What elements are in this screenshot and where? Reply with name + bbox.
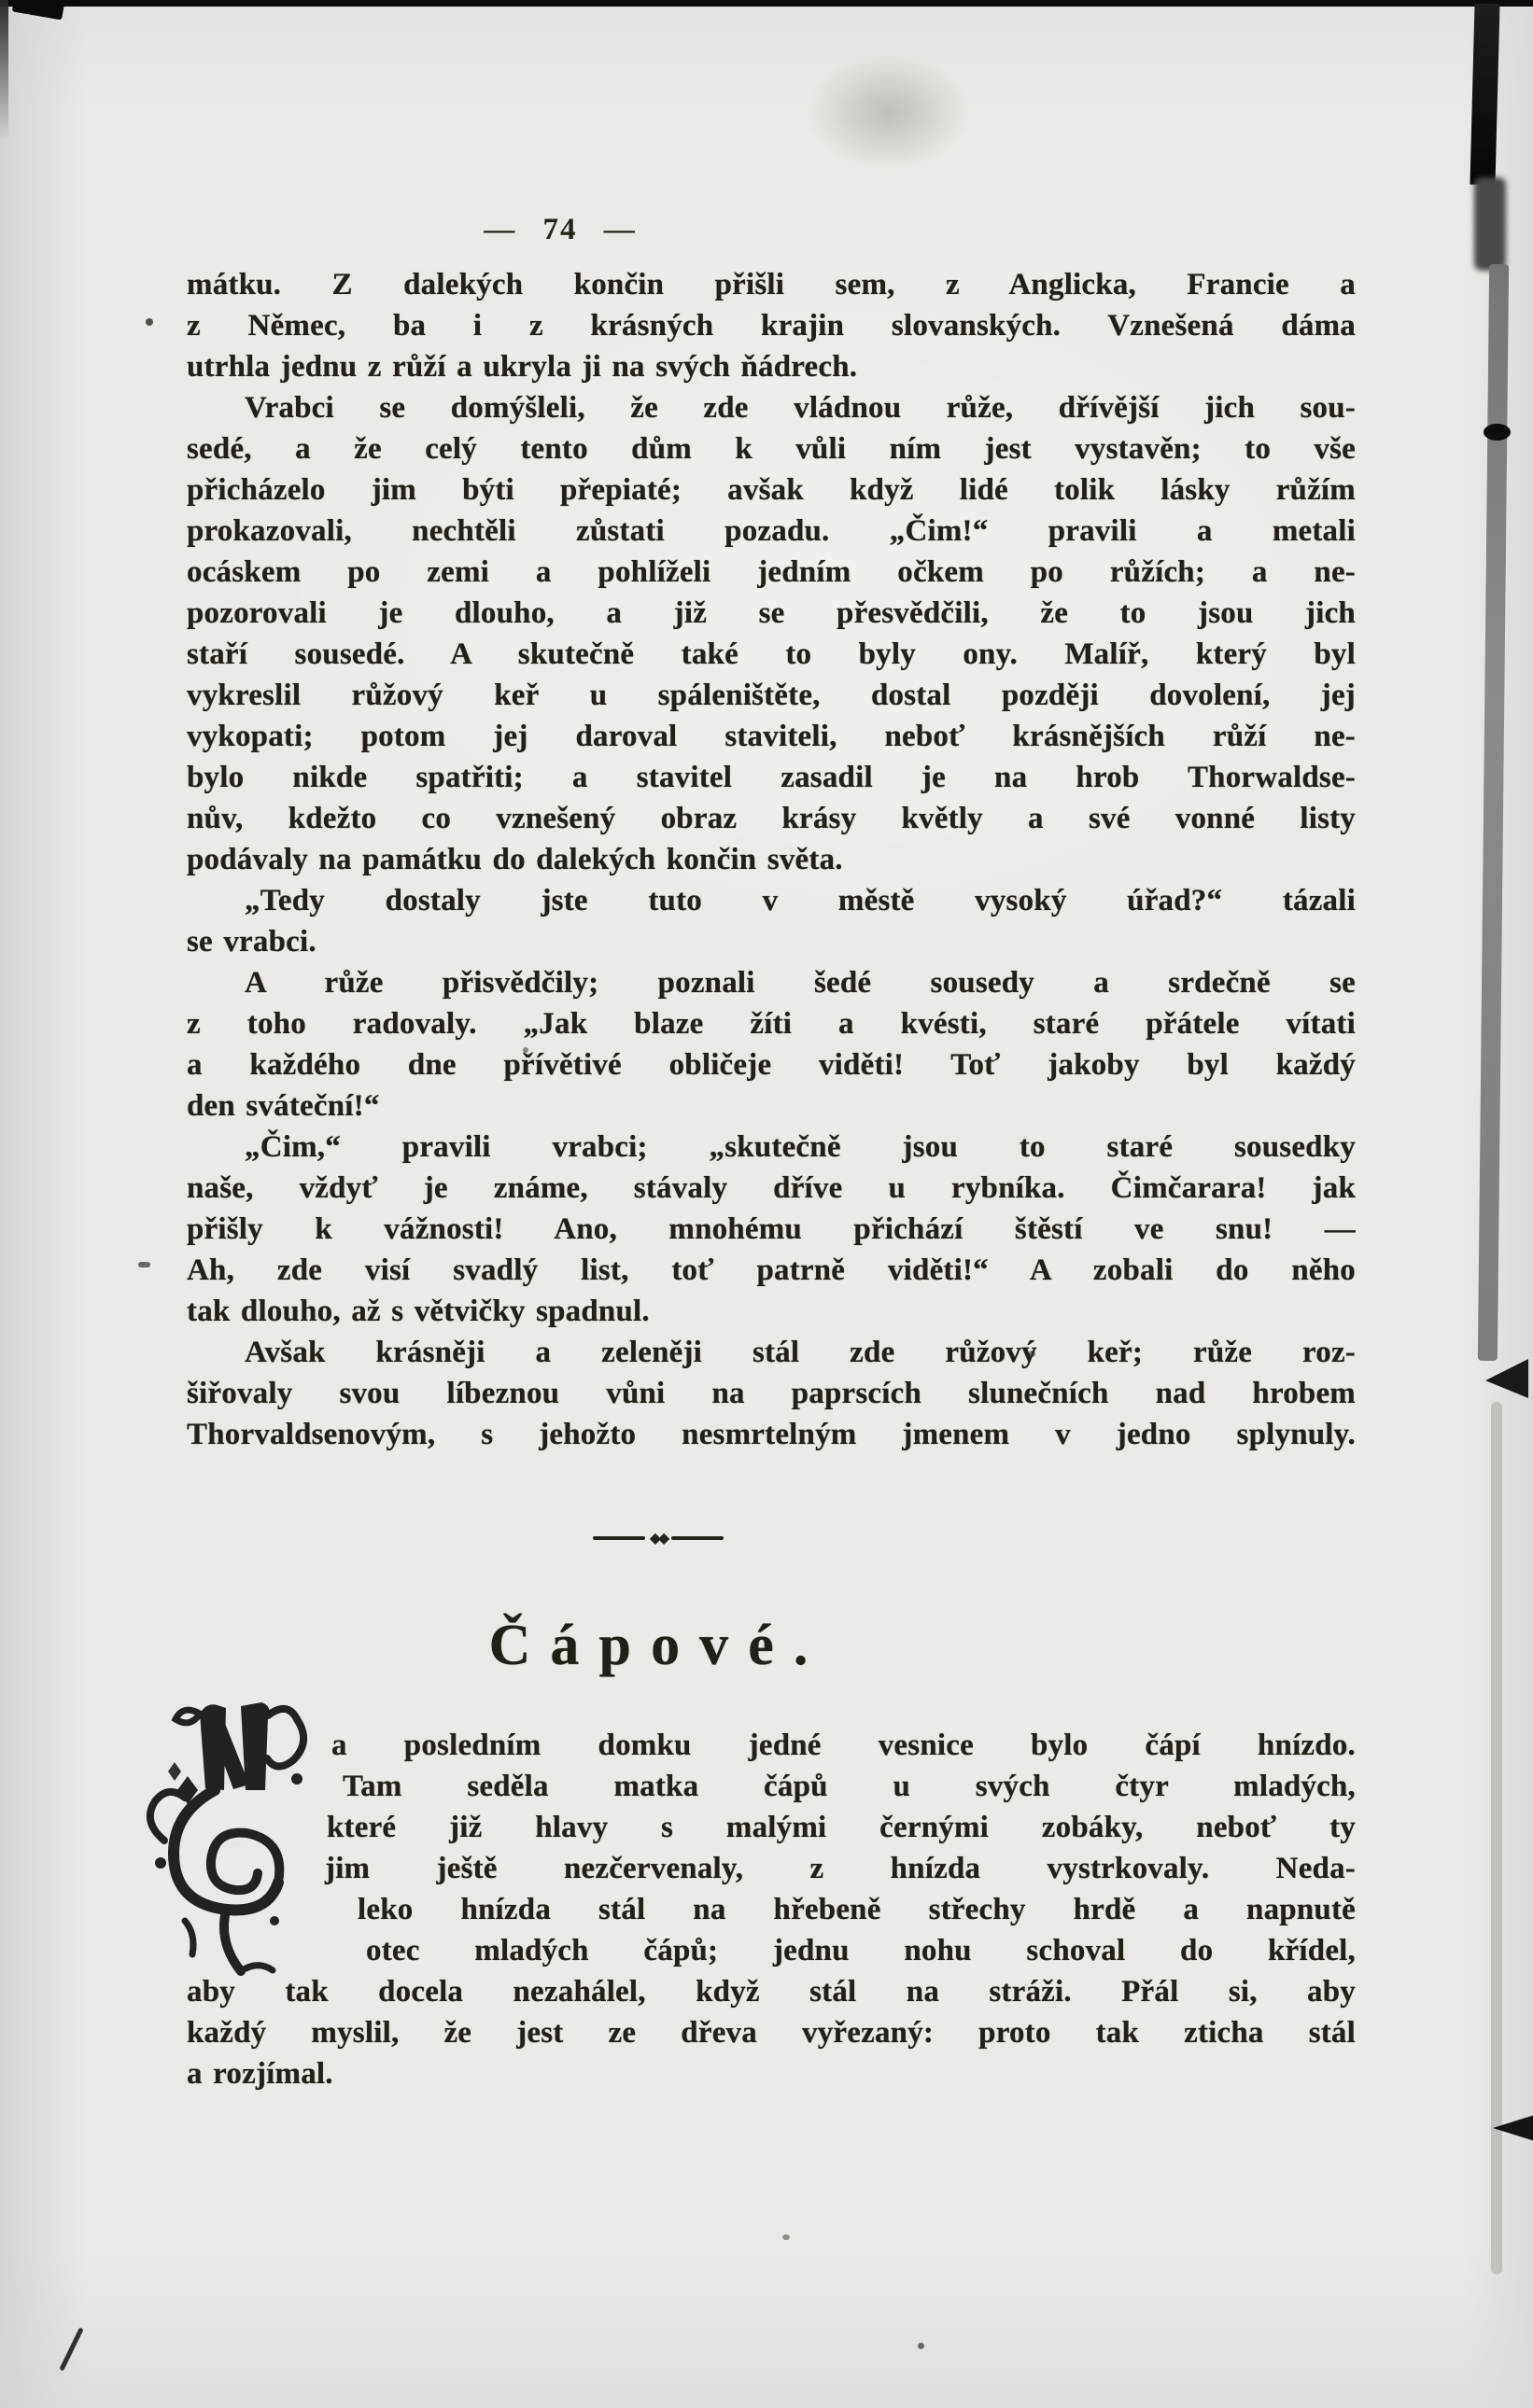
scan-speck: [782, 2234, 790, 2240]
text-line: A růže přisvědčily; poznali šedé sousedy a srdečně se: [245, 966, 1356, 1000]
text-line: přicházelo jim býti přepiaté; avšak když lidé tolik lásky růžím: [187, 473, 1356, 507]
text-line: staří sousedé. A skutečně také to byly ony. Malíř, který byl: [187, 637, 1356, 671]
text-line: mátku. Z dalekých končin přišli sem, z Anglicka, Francie a: [187, 268, 1356, 301]
text-line: den sváteční!“: [187, 1089, 380, 1123]
text-line: přišly k vážnosti! Ano, mnohému přichází štěstí ve snu! —: [187, 1212, 1356, 1246]
scan-smudge: [807, 54, 970, 171]
text-line: naše, vždyť je známe, stávaly dříve u rybníka. Čimčarara! jak: [187, 1171, 1356, 1205]
text-line: prokazovali, nechtěli zůstati pozadu. „Čim!“ pravili a metali: [187, 514, 1356, 548]
text-line: Ah, zde visí svadlý list, toť patrně viděti!“ A zobali do něho: [187, 1253, 1356, 1287]
text-line: podávaly na památku do dalekých končin světa.: [187, 843, 843, 876]
scan-streak-right: [1470, 4, 1499, 186]
text-line: a každého dne přívětivé obličeje viděti! Toť jakoby byl každý: [187, 1048, 1356, 1082]
text-line: pozorovali je dlouho, a již se přesvědčili, že to jsou jich: [187, 596, 1356, 630]
scan-mark-right: [1485, 1359, 1528, 1398]
text-line: nův, kdežto co vznešený obraz krásy květly a své vonné listy: [187, 802, 1356, 835]
divider-rule: [671, 1536, 724, 1540]
text-line: z toho radovaly. „Jak blaze žíti a kvésti, staré přátele vítati: [187, 1007, 1356, 1041]
text-line: vykreslil růžový keř u spáleništěte, dostal později dovolení, jej: [187, 679, 1356, 712]
section-divider: [131, 1529, 1186, 1547]
text-line: bylo nikde spatřiti; a stavitel zasadil je na hrob Thorwaldse-: [187, 761, 1356, 794]
divider-diamond-ornament-icon: ◆◆: [649, 1529, 668, 1547]
page-number-header: — 74 —: [484, 213, 637, 246]
divider-rule: [593, 1536, 645, 1540]
scan-streak-right: [1474, 177, 1506, 271]
text-line: a rozjímal.: [187, 2057, 333, 2091]
scan-slash-mark: [59, 2327, 83, 2371]
scan-speck: [918, 2343, 924, 2349]
scan-speck: [138, 1262, 150, 1267]
text-line: sedé, a že celý tento dům k vůli ním jest vystavěn; to vše: [187, 432, 1356, 466]
text-line: Tam seděla matka čápů u svých čtyr mladých,: [343, 1770, 1356, 1803]
text-line: aby tak docela nezahálel, když stál na stráži. Přál si, aby: [187, 1975, 1356, 2009]
text-line: vykopati; potom jej daroval staviteli, neboť krásnějších růží ne-: [187, 720, 1356, 753]
text-line: otec mladých čápů; jednu nohu schoval do křídel,: [366, 1934, 1356, 1967]
story-text-block: [187, 264, 1356, 1455]
story-text-block: [187, 1725, 1356, 2094]
scan-edge-top: [0, 0, 1533, 7]
scan-streak-right: [1491, 1402, 1502, 2275]
text-line: Avšak krásněji a zeleněji stál zde růžový keř; růže roz-: [245, 1336, 1356, 1369]
text-line: se vrabci.: [187, 925, 316, 959]
text-line: jim ještě nezčervenaly, z hnízda vystrkovaly. Neda-: [325, 1852, 1356, 1885]
text-line: šiřovaly svou líbeznou vůni na paprscích slunečních nad hrobem: [187, 1377, 1356, 1410]
text-line: tak dlouho, až s větvičky spadnul.: [187, 1295, 650, 1328]
text-line: Vrabci se domýšleli, že zde vládnou růže, dřívější jich sou-: [245, 391, 1356, 425]
text-line: z Němec, ba i z krásných krajin slovanských. Vznešená dáma: [187, 309, 1356, 343]
text-line: „Tedy dostaly jste tuto v městě vysoký úřad?“ tázali: [245, 884, 1356, 917]
text-line: každý myslil, že jest ze dřeva vyřezaný: proto tak zticha stál: [187, 2016, 1356, 2050]
scan-speck: [146, 318, 153, 326]
chapter-title: Čápové.: [488, 1614, 828, 1677]
text-line: leko hnízda stál na hřebeně střechy hrdě a napnutě: [358, 1893, 1356, 1926]
scan-mark-top-left: [12, 0, 64, 21]
text-line: a posledním domku jedné vesnice bylo čápí hnízdo.: [331, 1729, 1356, 1762]
text-line: Thorvaldsenovým, s jehožto nesmrtelným jmenem v jedno splynuly.: [187, 1418, 1356, 1451]
text-line: ocáskem po zemi a pohlíželi jedním očkem po růžích; a ne-: [187, 555, 1356, 589]
scan-blot-right: [1484, 424, 1511, 441]
text-line: které již hlavy s malými černými zobáky, neboť ty: [327, 1811, 1356, 1844]
scan-edge-left: [0, 0, 8, 140]
text-line: utrhla jednu z růží a ukryla ji na svých ňádrech.: [187, 350, 858, 384]
text-line: „Čim,“ pravili vrabci; „skutečně jsou to staré sousedky: [245, 1130, 1356, 1164]
